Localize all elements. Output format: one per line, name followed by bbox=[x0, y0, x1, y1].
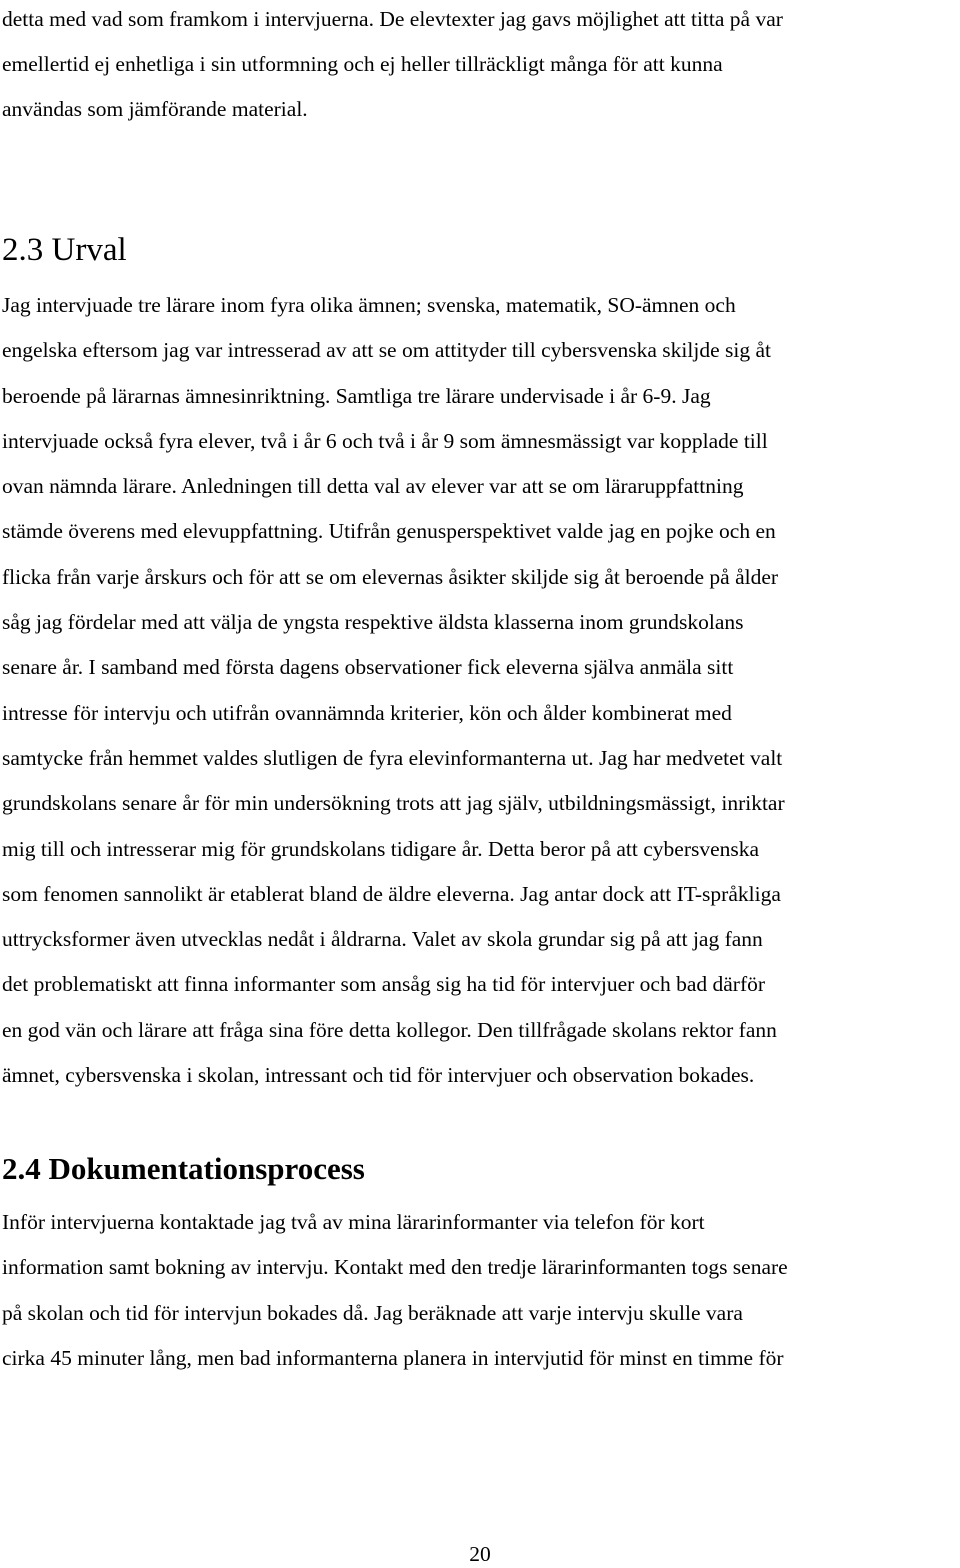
urval-line: det problematiskt att finna informanter som ansåg sig ha tid för intervjuer och bad därför bbox=[2, 972, 766, 997]
urval-line: mig till och intresserar mig för grundskolans tidigare år. Detta beror på att cybersvenska bbox=[2, 836, 760, 861]
section-heading-urval: 2.3 Urval bbox=[2, 232, 127, 268]
urval-line: ämnet, cybersvenska i skolan, intressant och tid för intervjuer och observation bokades. bbox=[2, 1063, 755, 1088]
section-heading-dokumentationsprocess: 2.4 Dokumentationsprocess bbox=[2, 1151, 365, 1186]
urval-line: stämde överens med elevuppfattning. Utifrån genusperspektivet valde jag en pojke och en bbox=[2, 519, 776, 544]
intro-paragraph bbox=[2, 0, 958, 132]
intro-line: detta med vad som framkom i intervjuerna. De elevtexter jag gavs möjlighet att titta på var bbox=[2, 7, 783, 31]
intro-line: emellertid ej enhetliga i sin utformning och ej heller tillräckligt många för att kunna bbox=[2, 52, 723, 76]
urval-line: Jag intervjuade tre lärare inom fyra olika ämnen; svenska, matematik, SO-ämnen och bbox=[2, 293, 736, 317]
urval-line: samtycke från hemmet valdes slutligen de fyra elevinformanterna ut. Jag har medvetet valt bbox=[2, 745, 783, 770]
urval-line: som fenomen sannolikt är etablerat bland de äldre eleverna. Jag antar dock att IT-språkliga bbox=[2, 881, 781, 906]
urval-line: engelska eftersom jag var intresserad av att se om attityder till cybersvenska skiljde sig åt bbox=[2, 338, 771, 363]
urval-line: intresse för intervju och utifrån ovannämnda kriterier, kön och ålder kombinerat med bbox=[2, 700, 732, 725]
dokumentation-line: på skolan och tid för intervjun bokades då. Jag beräknade att varje intervju skulle vara bbox=[2, 1300, 743, 1325]
urval-line: uttrycksformer även utvecklas nedåt i åldrarna. Valet av skola grundar sig på att jag fann bbox=[2, 927, 763, 952]
dokumentation-line: information samt bokning av intervju. Kontakt med den tredje lärarinformanten togs senare bbox=[2, 1255, 788, 1280]
urval-line: beroende på lärarnas ämnesinriktning. Samtliga tre lärare undervisade i år 6-9. Jag bbox=[2, 383, 711, 408]
urval-line: intervjuade också fyra elever, två i år 6 och två i år 9 som ämnesmässigt var kopplade till bbox=[2, 428, 768, 453]
urval-line: ovan nämnda lärare. Anledningen till detta val av elever var att se om läraruppfattning bbox=[2, 474, 744, 499]
urval-paragraph bbox=[2, 283, 958, 1098]
urval-line: flicka från varje årskurs och för att se om elevernas åsikter skiljde sig åt beroende på ålder bbox=[2, 564, 779, 589]
dokumentation-line: Inför intervjuerna kontaktade jag två av mina lärarinformanter via telefon för kort bbox=[2, 1210, 705, 1234]
intro-line: användas som jämförande material. bbox=[2, 97, 308, 121]
page-number: 20 bbox=[469, 1542, 491, 1566]
dokumentation-paragraph bbox=[2, 1200, 958, 1381]
dokumentation-line: cirka 45 minuter lång, men bad informanterna planera in intervjutid för minst en timme för bbox=[2, 1345, 784, 1370]
urval-line: en god vän och lärare att fråga sina före detta kollegor. Den tillfrågade skolans rektor fann bbox=[2, 1017, 777, 1042]
urval-line: såg jag fördelar med att välja de yngsta respektive äldsta klasserna inom grundskolans bbox=[2, 610, 744, 635]
urval-line: senare år. I samband med första dagens observationer fick eleverna själva anmäla sitt bbox=[2, 655, 734, 680]
urval-line: grundskolans senare år för min undersökning trots att jag själv, utbildningsmässigt, inriktar bbox=[2, 791, 785, 816]
